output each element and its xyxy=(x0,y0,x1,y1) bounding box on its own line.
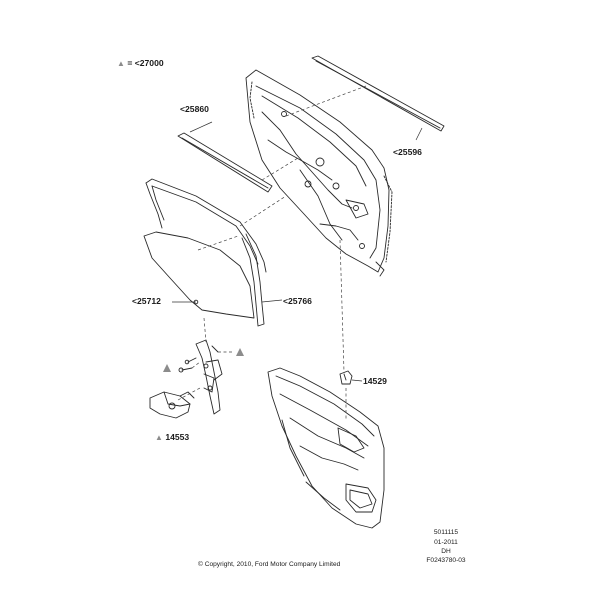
bolt-icon xyxy=(179,358,196,372)
callout-14553 xyxy=(155,432,189,442)
triangle-marker-icon xyxy=(163,348,244,372)
callout-25766: <25766 xyxy=(283,296,312,306)
glass-run-upper xyxy=(178,133,272,192)
callout-25596: <25596 xyxy=(393,147,422,157)
callout-14529: 14529 xyxy=(363,376,387,386)
legend xyxy=(117,58,164,68)
callout-14553-number: 14553 xyxy=(165,432,190,442)
legend-text: = <27000 xyxy=(127,58,164,68)
clip-icon xyxy=(340,371,352,384)
triangle-marker-icon: ▲ xyxy=(155,433,163,442)
door-trim-panel xyxy=(268,368,384,528)
ref-code-4: F0243780-03 xyxy=(426,557,466,564)
door-shell xyxy=(246,70,392,276)
ref-code-1: 5011115 xyxy=(433,529,459,536)
triangle-marker-icon: ▲ xyxy=(117,59,125,68)
window-regulator xyxy=(196,340,222,414)
window-motor xyxy=(150,392,194,418)
callout-25712: <25712 xyxy=(132,296,161,306)
copyright: © Copyright, 2010, Ford Motor Company Limited xyxy=(198,561,341,568)
ref-code-3: DH xyxy=(441,548,451,555)
glass-run-channel xyxy=(146,179,266,326)
ref-code-2: 01-2011 xyxy=(434,538,458,546)
reference-codes xyxy=(424,528,468,557)
belt-moulding xyxy=(312,56,444,131)
callout-25860: <25860 xyxy=(180,104,209,114)
